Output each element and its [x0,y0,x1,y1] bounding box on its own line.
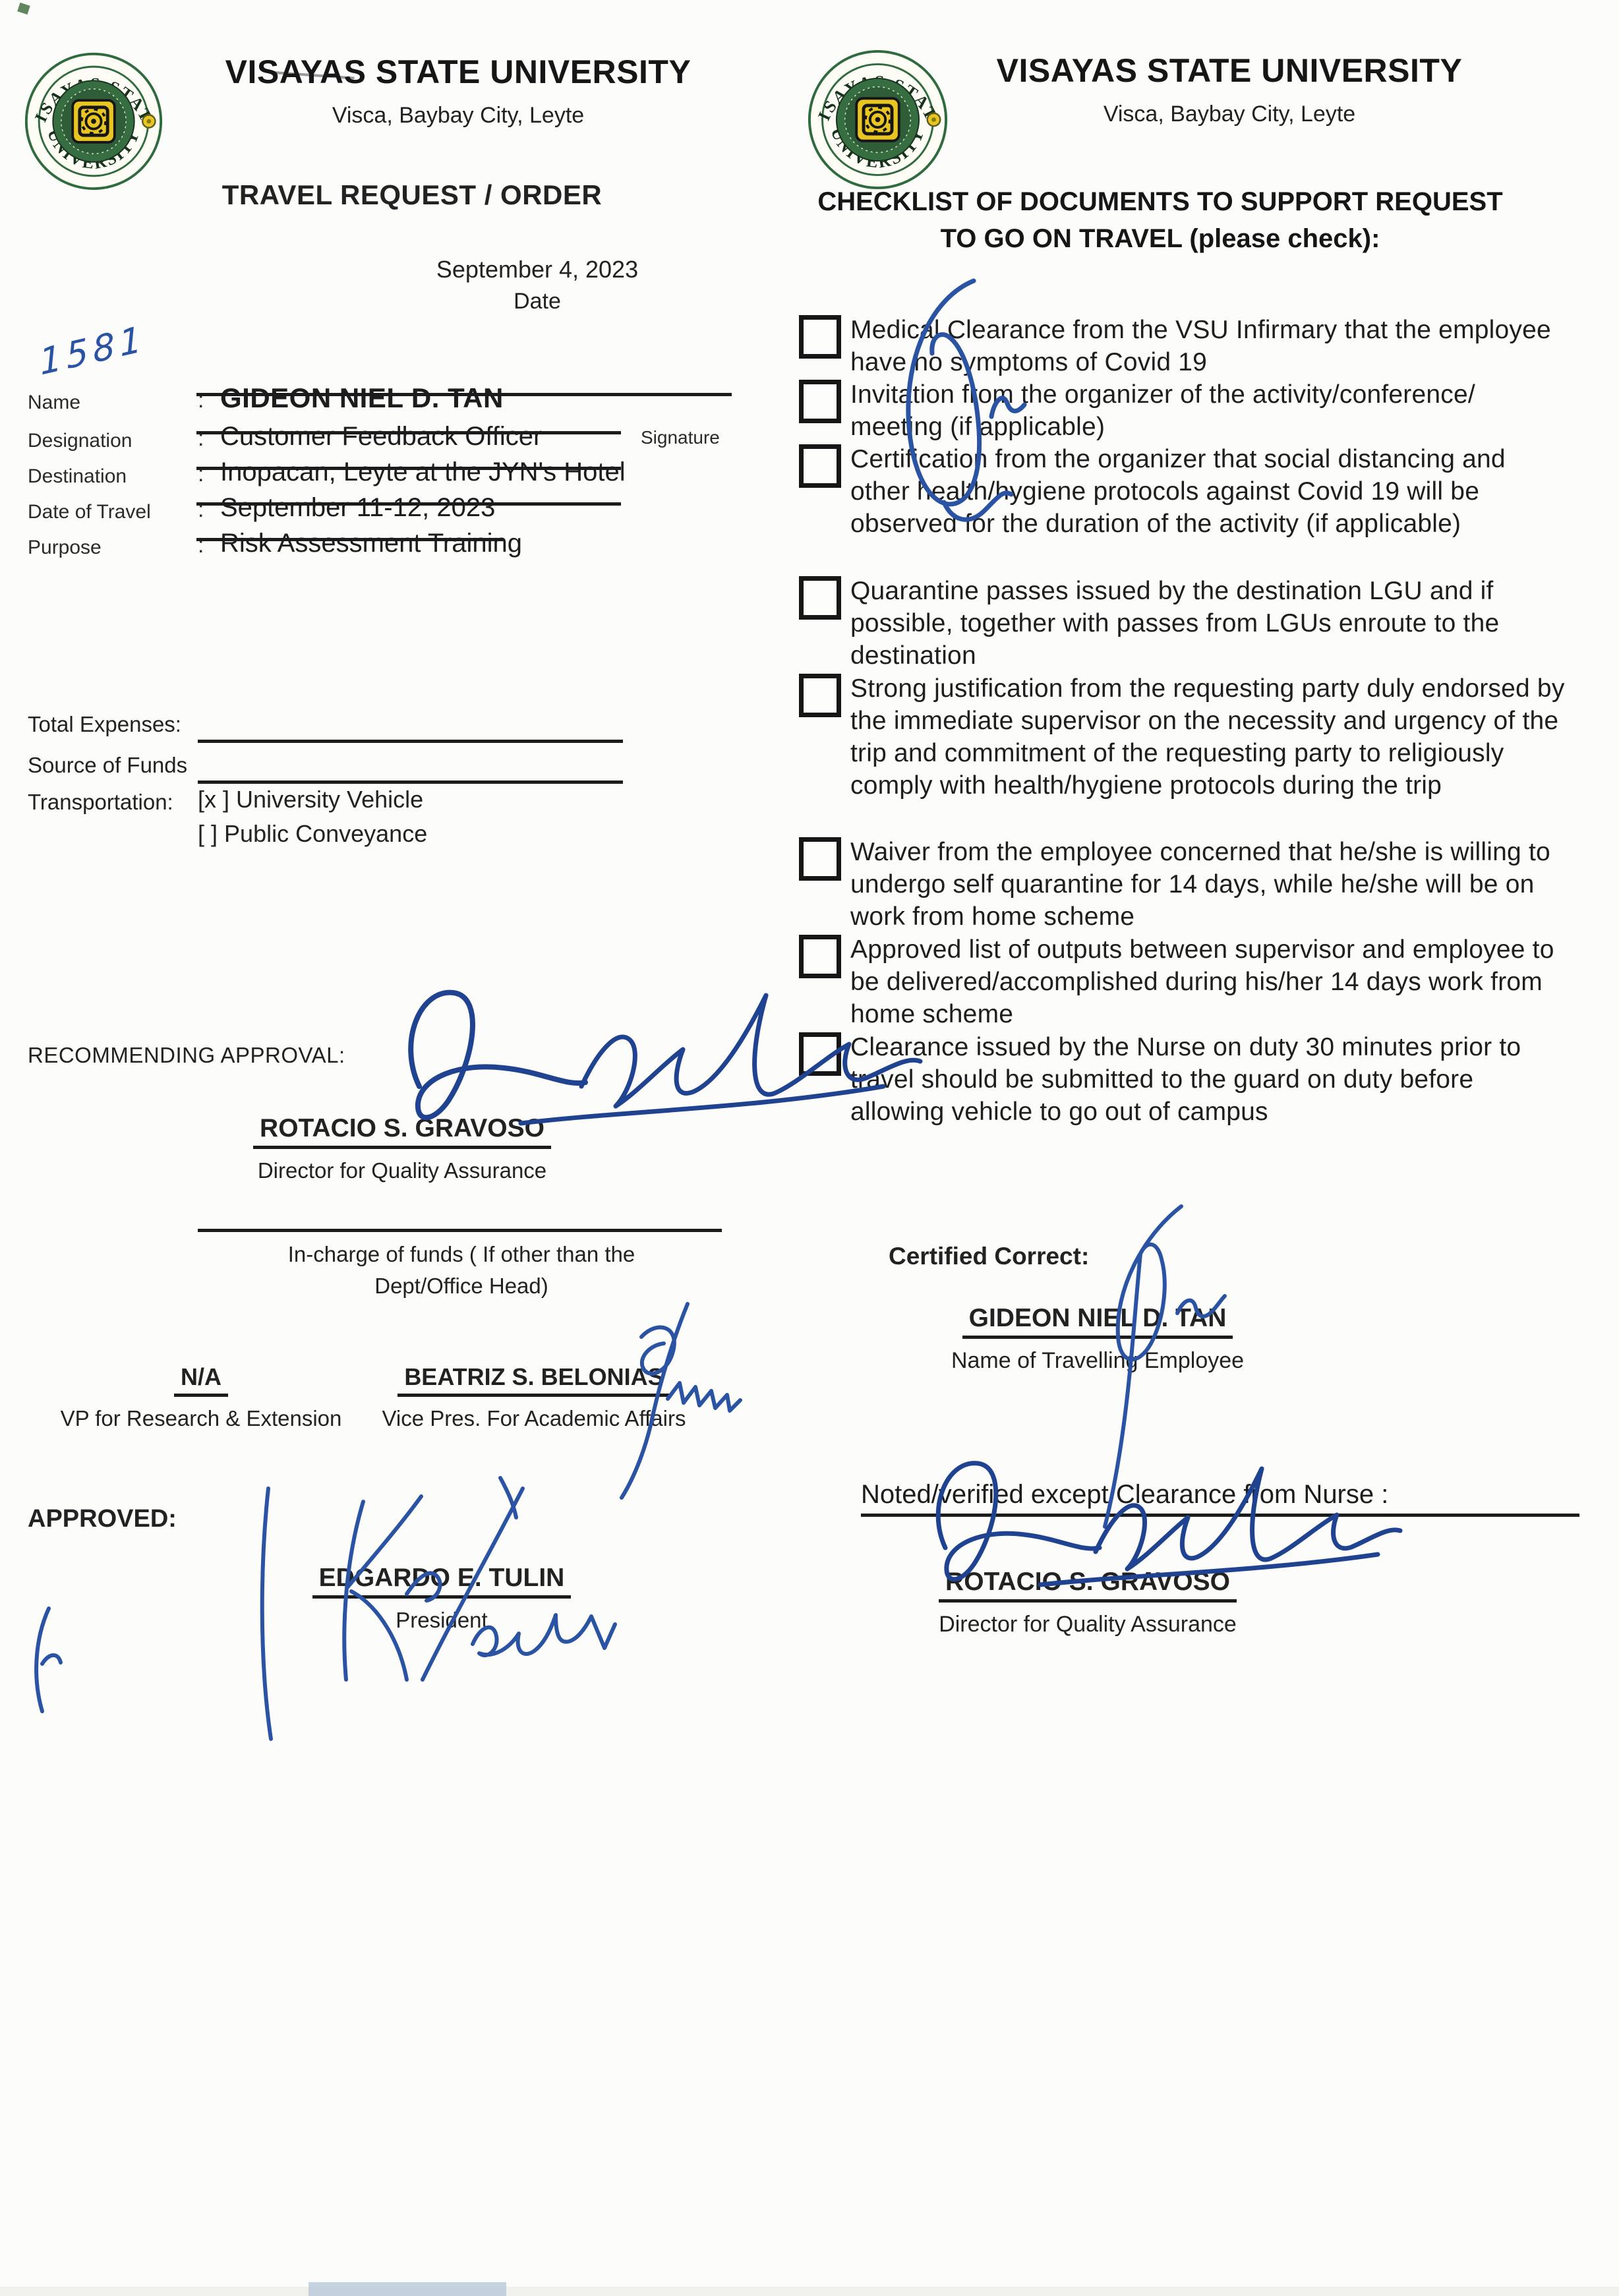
university-address-right: Visca, Baybay City, Leyte [1103,102,1356,127]
field-colon: : [198,497,204,522]
checkbox-icon [799,444,841,488]
incharge-label-line1: In-charge of funds ( If other than the [287,1242,635,1266]
transport-option-public-conveyance-mark: [ ] [198,820,218,847]
field-colon: : [198,533,204,558]
university-name-right: VISAYAS STATE UNIVERSITY [996,52,1463,89]
signature-margin-mark [20,1601,66,1719]
checklist-item-text: Invitation from the organizer of the activity/conference/ meeting (if applicable) [850,380,1475,441]
vp-academic-name: BEATRIZ S. BELONIAS [397,1363,670,1397]
request-date-value: September 4, 2023 [436,256,639,283]
signature-rotacio-gravoso-left [356,957,936,1155]
field-colon: : [198,461,204,486]
field-label-destination: Destination [28,465,127,487]
vp-academic-title: Vice Pres. For Academic Affairs [382,1406,686,1430]
signature-rotacio-gravoso-right [890,1430,1417,1615]
transportation-label: Transportation: [28,790,173,814]
field-value-name: GIDEON NIEL D. TAN [220,382,504,413]
scan-artifact-bottom-blue [309,2282,506,2296]
incharge-label-line2: Dept/Office Head) [374,1274,548,1298]
checklist-item-text: Approved list of outputs between supervisor and employee to be delivered/accomplished during his/her 14 days work from home scheme [850,935,1554,1028]
vp-research-name: N/A [174,1363,228,1397]
field-label-purpose: Purpose [28,537,102,558]
recommending-approval-label: RECOMMENDING APPROVAL: [28,1043,345,1067]
checklist-item [799,672,1577,802]
field-value-purpose: Risk Assessment Training [220,529,522,558]
source-of-funds-label: Source of Funds [28,753,188,777]
field-label-date-of-travel: Date of Travel [28,501,151,523]
noted-approver-name: ROTACIO S. GRAVOSO [939,1568,1237,1603]
certified-correct-label: Certified Correct: [889,1243,1090,1270]
noted-approver-title: Director for Quality Assurance [939,1612,1237,1637]
president-title: President [396,1608,488,1632]
transport-option-public-conveyance-label: Public Conveyance [224,820,428,847]
university-address-left: Visca, Baybay City, Leyte [332,103,585,128]
handwritten-control-number: 1581 [38,317,148,384]
total-expenses-line [198,740,623,743]
signature-beatriz-belonias [550,1293,748,1504]
form-title: TRAVEL REQUEST / ORDER [221,179,603,210]
request-date-label: Date [514,289,561,314]
checklist-item-text: Medical Clearance from the VSU Infirmary that the employee have no symptoms of Covid 19 [850,316,1551,376]
incharge-line [198,1229,722,1232]
field-line-date-of-travel [196,502,621,506]
field-line-destination [196,467,621,470]
checkbox-icon [799,837,841,881]
signature-gideon-tan-top [839,272,1036,535]
travelling-employee-caption: Name of Travelling Employee [951,1348,1245,1373]
field-colon: : [198,388,204,413]
field-value-date-of-travel: September 11-12, 2023 [220,493,496,522]
source-of-funds-line [198,780,623,784]
recommending-approver-name: ROTACIO S. GRAVOSO [253,1114,551,1149]
approved-label: APPROVED: [28,1505,177,1533]
checklist-item-text: Waiver from the employee concerned that he/she is willing to undergo self quarantine for 14 days, while he/she will be on work from home scheme [850,838,1550,931]
checkbox-icon [799,380,841,423]
signature-caption: Signature [641,427,720,448]
university-seal-left [24,51,163,191]
university-name-left: VISAYAS STATE UNIVERSITY [225,53,692,90]
travelling-employee-name: GIDEON NIEL D. TAN [962,1304,1233,1339]
checklist-item-text: Clearance issued by the Nurse on duty 30 minutes prior to travel should be submitted to the guard on duty before allowing vehicle to go out of campus [850,1033,1521,1126]
checklist-title-line1: CHECKLIST OF DOCUMENTS TO SUPPORT REQUEST [817,187,1503,216]
transport-option-university-vehicle-mark: [x ] [198,786,230,813]
field-line-designation [196,431,621,434]
checklist-item [799,836,1577,933]
vp-research-title: VP for Research & Extension [60,1406,342,1430]
noted-verified-label: Noted/verified except Clearance from Nurse : [861,1480,1389,1509]
field-label-name: Name [28,392,81,413]
field-label-designation: Designation [28,430,132,452]
checklist-item-text: Quarantine passes issued by the destination LGU and if possible, together with passes from LGUs enroute to the destination [850,577,1500,670]
checklist-item-text: Certification from the organizer that social distancing and other health/hygiene protocols against Covid 19 will be observed for the duration of the activity (if applicable) [850,445,1506,538]
university-seal-right [807,49,949,191]
scan-artifact-corner [17,3,30,15]
president-name: EDGARDO E. TULIN [312,1564,572,1599]
checkbox-icon [799,674,841,717]
checkbox-icon [799,576,841,620]
field-value-destination: Inopacan, Leyte at the JYN's Hotel [220,457,626,486]
checklist-item [799,575,1577,672]
field-value-designation: Customer Feedback Officer [220,422,543,451]
checkbox-icon [799,315,841,359]
transport-option-university-vehicle-label: University Vehicle [236,786,424,813]
field-line-name [196,393,732,396]
field-line-purpose [196,538,503,541]
scan-artifact-bottom-strip [0,2287,1619,2296]
recommending-approver-title: Director for Quality Assurance [257,1158,547,1183]
checklist-item-text: Strong justification from the requesting party duly endorsed by the immediate supervisor on the necessity and urgency of the trip and commitment of the requesting party to religiously comply with health/hygiene protocols during the trip [850,674,1565,800]
signature-flourish-edgardo [465,1587,623,1680]
checklist-title-line2: TO GO ON TRAVEL (please check): [940,224,1380,253]
total-expenses-label: Total Expenses: [28,712,181,736]
field-colon: : [198,426,204,451]
